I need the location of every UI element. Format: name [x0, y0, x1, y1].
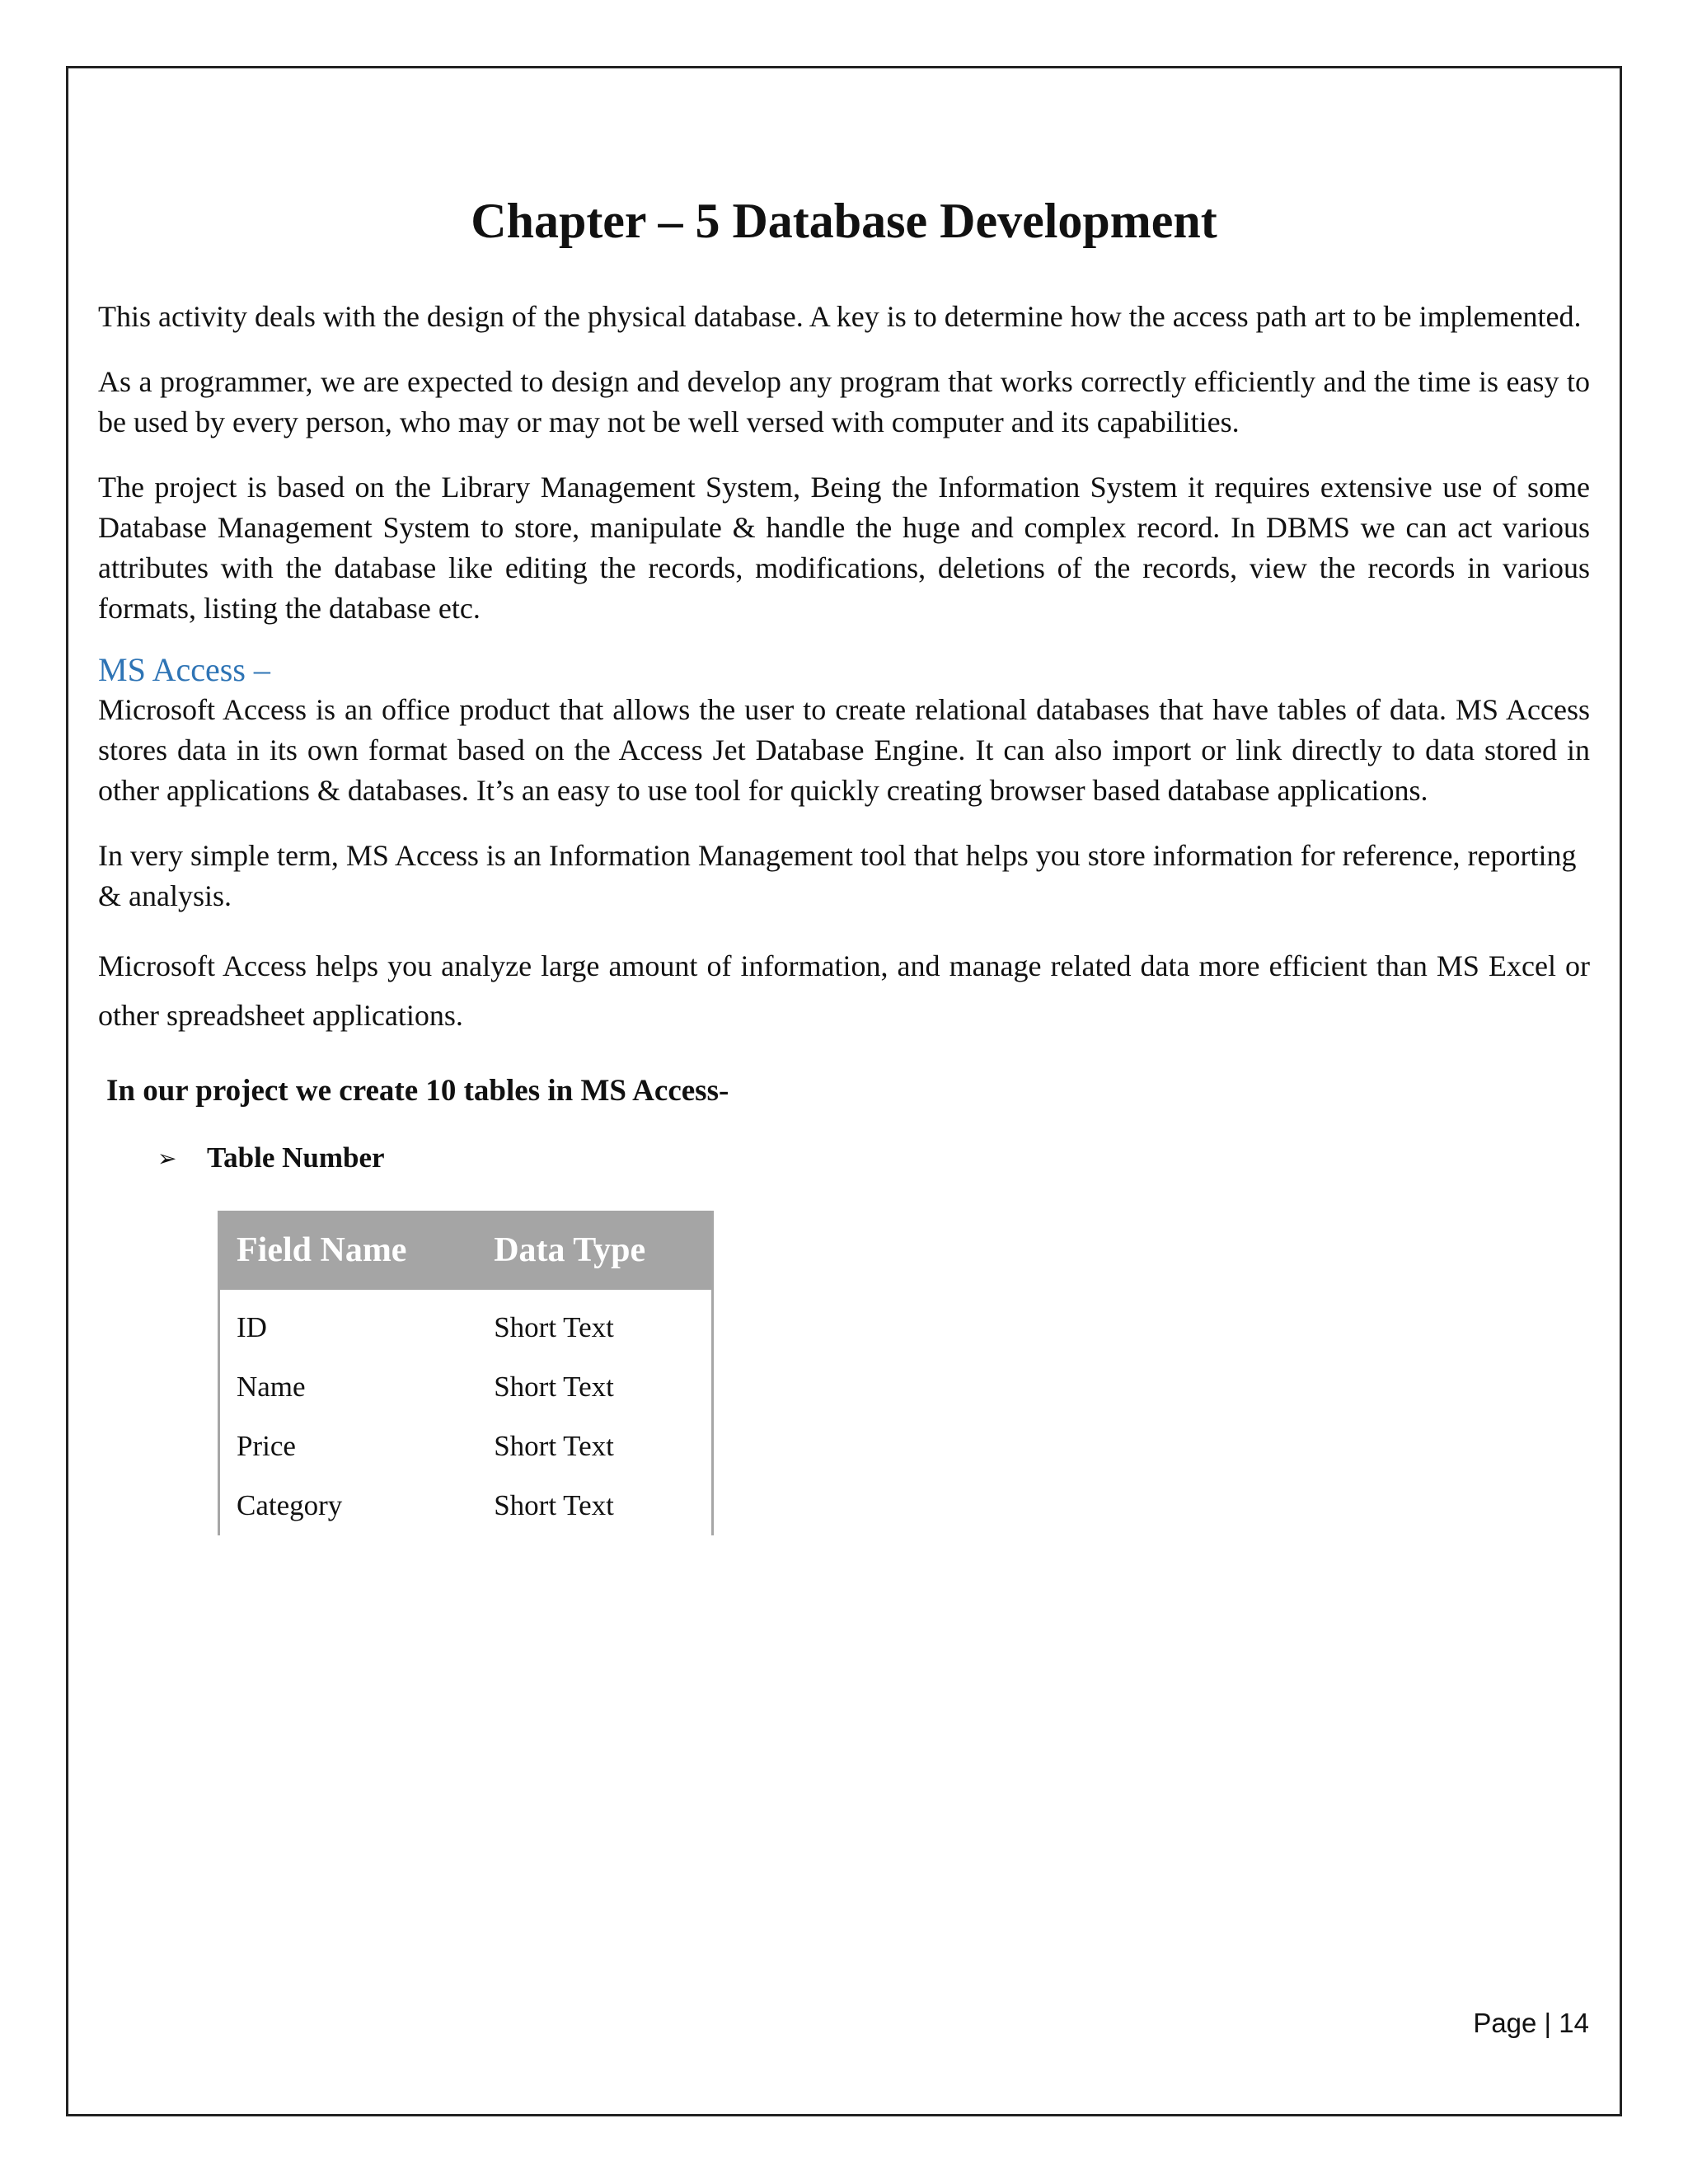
cell-field-name: ID [237, 1311, 267, 1343]
ms-access-heading: MS Access – [98, 651, 270, 688]
header-field-name: Field Name [219, 1211, 478, 1290]
header-data-type: Data Type [477, 1211, 712, 1290]
table-header-row [219, 1211, 713, 1290]
cell-field-name: Name [237, 1371, 306, 1403]
bullet-item-table-number [157, 1141, 1590, 1174]
arrow-bullet-icon: ➢ [157, 1144, 177, 1172]
cell-field-name: Price [237, 1430, 296, 1462]
intro-paragraph-2: As a programmer, we are expected to design and develop any program that works correctly efficiently and the time is easy to be used by every person, who may or may not be well versed with computer and its capabilities. [98, 365, 1590, 438]
ms-access-paragraph-1: Microsoft Access is an office product that allows the user to create relational databases that have tables of data. MS Access stores data in its own format based on the Access Jet Database Engine. It can also import or link directly to data stored in other applications & databases. It’s an easy to use tool for quickly creating browser based database applications. [98, 693, 1590, 807]
ms-access-paragraph-2: In very simple term, MS Access is an Information Management tool that helps you store information for reference, reporting & analysis. [98, 839, 1577, 912]
bullet-label: Table Number [207, 1141, 385, 1174]
ms-access-paragraph-3: Microsoft Access helps you analyze large amount of information, and manage related data more efficient than MS Excel or other spreadsheet applications. [98, 949, 1590, 1032]
page-content [98, 191, 1590, 1535]
fields-table [218, 1211, 714, 1535]
cell-data-type: Short Text [494, 1489, 614, 1521]
cell-data-type: Short Text [494, 1430, 614, 1462]
cell-data-type: Short Text [494, 1311, 614, 1343]
project-heading: In our project we create 10 tables in MS Access- [106, 1074, 729, 1108]
intro-paragraph-3: The project is based on the Library Management System, Being the Information System it requires extensive use of some Database Management System to store, manipulate & handle the huge and complex record. In DBMS we can act various attributes with the database like editing the records, modifications, deletions of the records, view the records in various formats, listing the database etc. [98, 471, 1590, 625]
table-row [219, 1417, 713, 1476]
cell-data-type: Short Text [494, 1371, 614, 1403]
table-row [219, 1357, 713, 1417]
chapter-title: Chapter – 5 Database Development [471, 194, 1217, 248]
cell-field-name: Category [237, 1489, 343, 1521]
table-row [219, 1290, 713, 1357]
table-row [219, 1476, 713, 1535]
intro-paragraph-1: This activity deals with the design of the physical database. A key is to determine how the access path art to be implemented. [98, 300, 1582, 333]
page-number: Page | 14 [1473, 2008, 1589, 2038]
